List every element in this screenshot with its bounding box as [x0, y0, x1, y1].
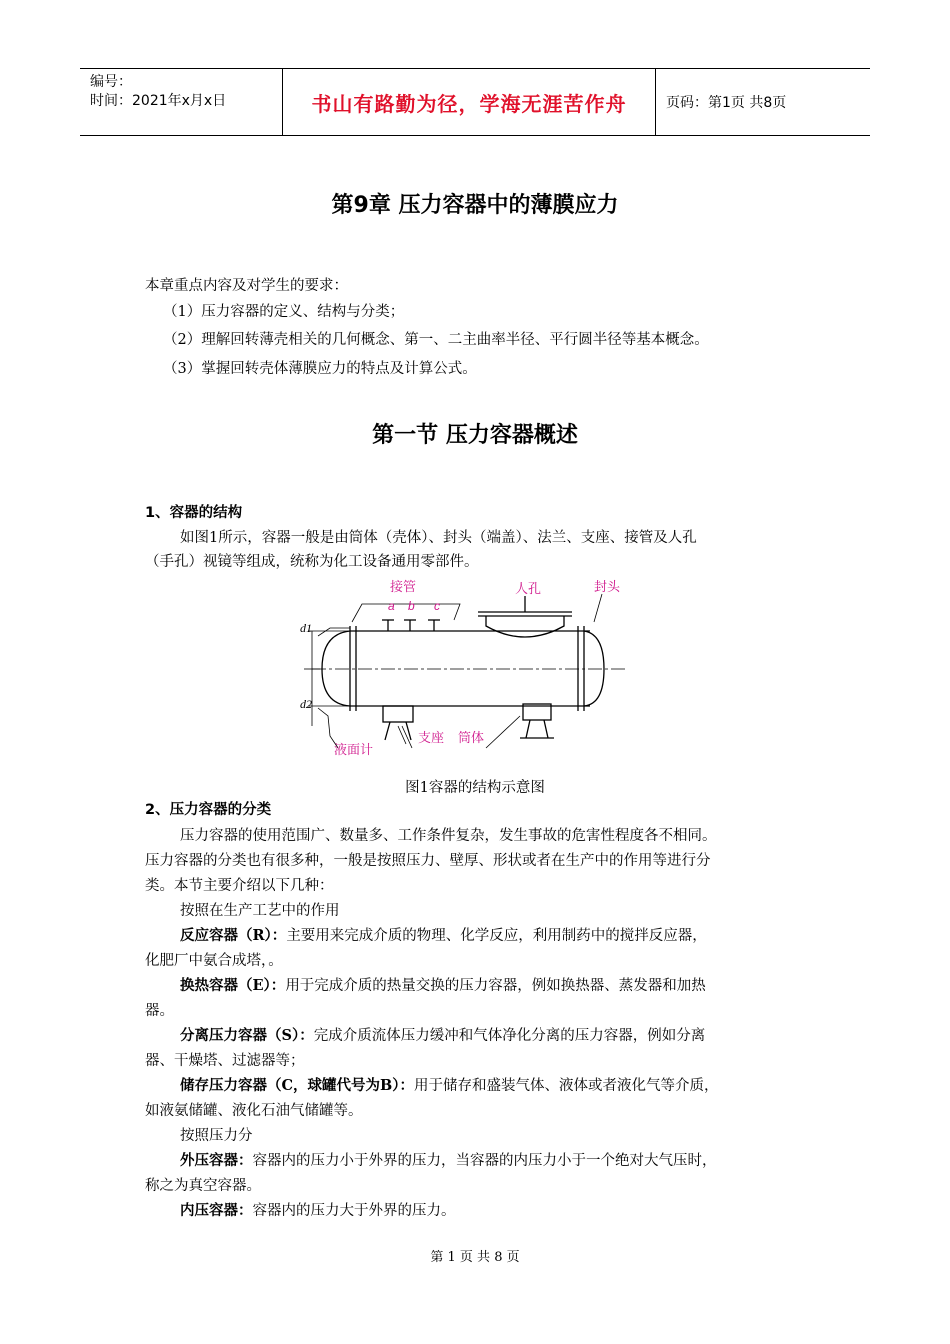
storage-line-2: 如液氨储罐、液化石油气储罐等。: [145, 1103, 363, 1119]
external-pressure-term: 外压容器：: [180, 1152, 253, 1169]
s1-line-2: （手孔）视镜等组成，统称为化工设备通用零部件。: [145, 554, 479, 570]
internal-pressure-line-1: 内压容器：容器内的压力大于外界的压力。: [180, 1202, 456, 1219]
reaction-vessel-line-2: 化肥厂中氨合成塔，。: [145, 953, 283, 969]
heat-exchange-line-2: 器。: [145, 1003, 174, 1019]
reaction-vessel-term: 反应容器（R）：: [180, 927, 287, 944]
code-label: 编号：: [90, 74, 132, 90]
time-label: 时间：2021年x月x日: [90, 93, 227, 109]
header-meta: [80, 69, 282, 135]
label-shell: 筒体: [458, 730, 485, 745]
header-motto: 书山有路勤为径，学海无涯苦作舟: [282, 69, 656, 135]
s1-line-1: 如图1所示，容器一般是由筒体（壳体）、封头（端盖）、法兰、支座、接管及人孔: [180, 530, 697, 546]
label-level-gauge: 液面计: [334, 742, 374, 757]
intro-item-1: （1）压力容器的定义、结构与分类；: [163, 304, 405, 320]
separation-line-1: 分离压力容器（S）：完成介质流体压力缓冲和气体净化分离的压力容器，例如分离: [180, 1027, 706, 1044]
label-c: c: [434, 599, 440, 613]
label-manhole: 人孔: [515, 581, 542, 596]
label-nozzle: 接管: [390, 579, 417, 594]
s2-p1-l2: 压力容器的分类也有很多种，一般是按照压力、壁厚、形状或者在生产中的作用等进行分: [145, 853, 711, 869]
intro-item-2: （2）理解回转薄壳相关的几何概念、第一、二主曲率半径、平行圆半径等基本概念。: [163, 332, 709, 348]
page-header: [80, 68, 870, 136]
separation-line-2: 器、干燥塔、过滤器等；: [145, 1053, 305, 1069]
page-footer: 第 1 页 共 8 页: [430, 1250, 520, 1265]
chapter-title: 第9章 压力容器中的薄膜应力: [331, 193, 619, 218]
vessel-structure-figure: [290, 576, 630, 766]
label-b: b: [408, 599, 415, 613]
heat-exchange-line-1: 换热容器（E）：用于完成介质的热量交换的压力容器，例如换热器、蒸发器和加热: [180, 977, 706, 994]
storage-line-1: 储存压力容器（C，球罐代号为B）：用于储存和盛装气体、液体或者液化气等介质，: [180, 1077, 719, 1094]
intro-item-3: （3）掌握回转壳体薄膜应力的特点及计算公式。: [163, 361, 477, 377]
s2-heading: 2、压力容器的分类: [145, 802, 272, 818]
s2-by-process: 按照在生产工艺中的作用: [180, 903, 340, 919]
s2-p1-l1: 压力容器的使用范围广、数量多、工作条件复杂，发生事故的危害性程度各不相同。: [180, 828, 717, 844]
header-page-info: 页码：第1页 共8页: [666, 95, 787, 111]
heat-exchange-term: 换热容器（E）：: [180, 977, 286, 994]
storage-term: 储存压力容器（C，球罐代号为B）：: [180, 1077, 415, 1094]
separation-term: 分离压力容器（S）：: [180, 1027, 314, 1044]
label-support: 支座: [418, 730, 445, 745]
internal-pressure-term: 内压容器：: [180, 1202, 253, 1219]
label-head: 封头: [594, 579, 621, 594]
s2-p1-l3: 类。本节主要介绍以下几种：: [145, 878, 334, 894]
external-pressure-line-2: 称之为真空容器。: [145, 1178, 261, 1194]
label-d1: d1: [300, 621, 312, 635]
external-pressure-line-1: 外压容器：容器内的压力小于外界的压力，当容器的内压力小于一个绝对大气压时，: [180, 1152, 717, 1169]
s2-by-pressure: 按照压力分: [180, 1128, 253, 1144]
reaction-vessel-line-1: 反应容器（R）：主要用来完成介质的物理、化学反应，利用制药中的搅拌反应器，: [180, 927, 707, 944]
label-d2: d2: [300, 697, 312, 711]
s1-heading: 1、容器的结构: [145, 505, 243, 521]
section-title: 第一节 压力容器概述: [372, 423, 578, 448]
figure-caption: 图1容器的结构示意图: [405, 780, 545, 796]
intro-lead: 本章重点内容及对学生的要求：: [145, 278, 348, 294]
label-a: a: [388, 599, 395, 613]
